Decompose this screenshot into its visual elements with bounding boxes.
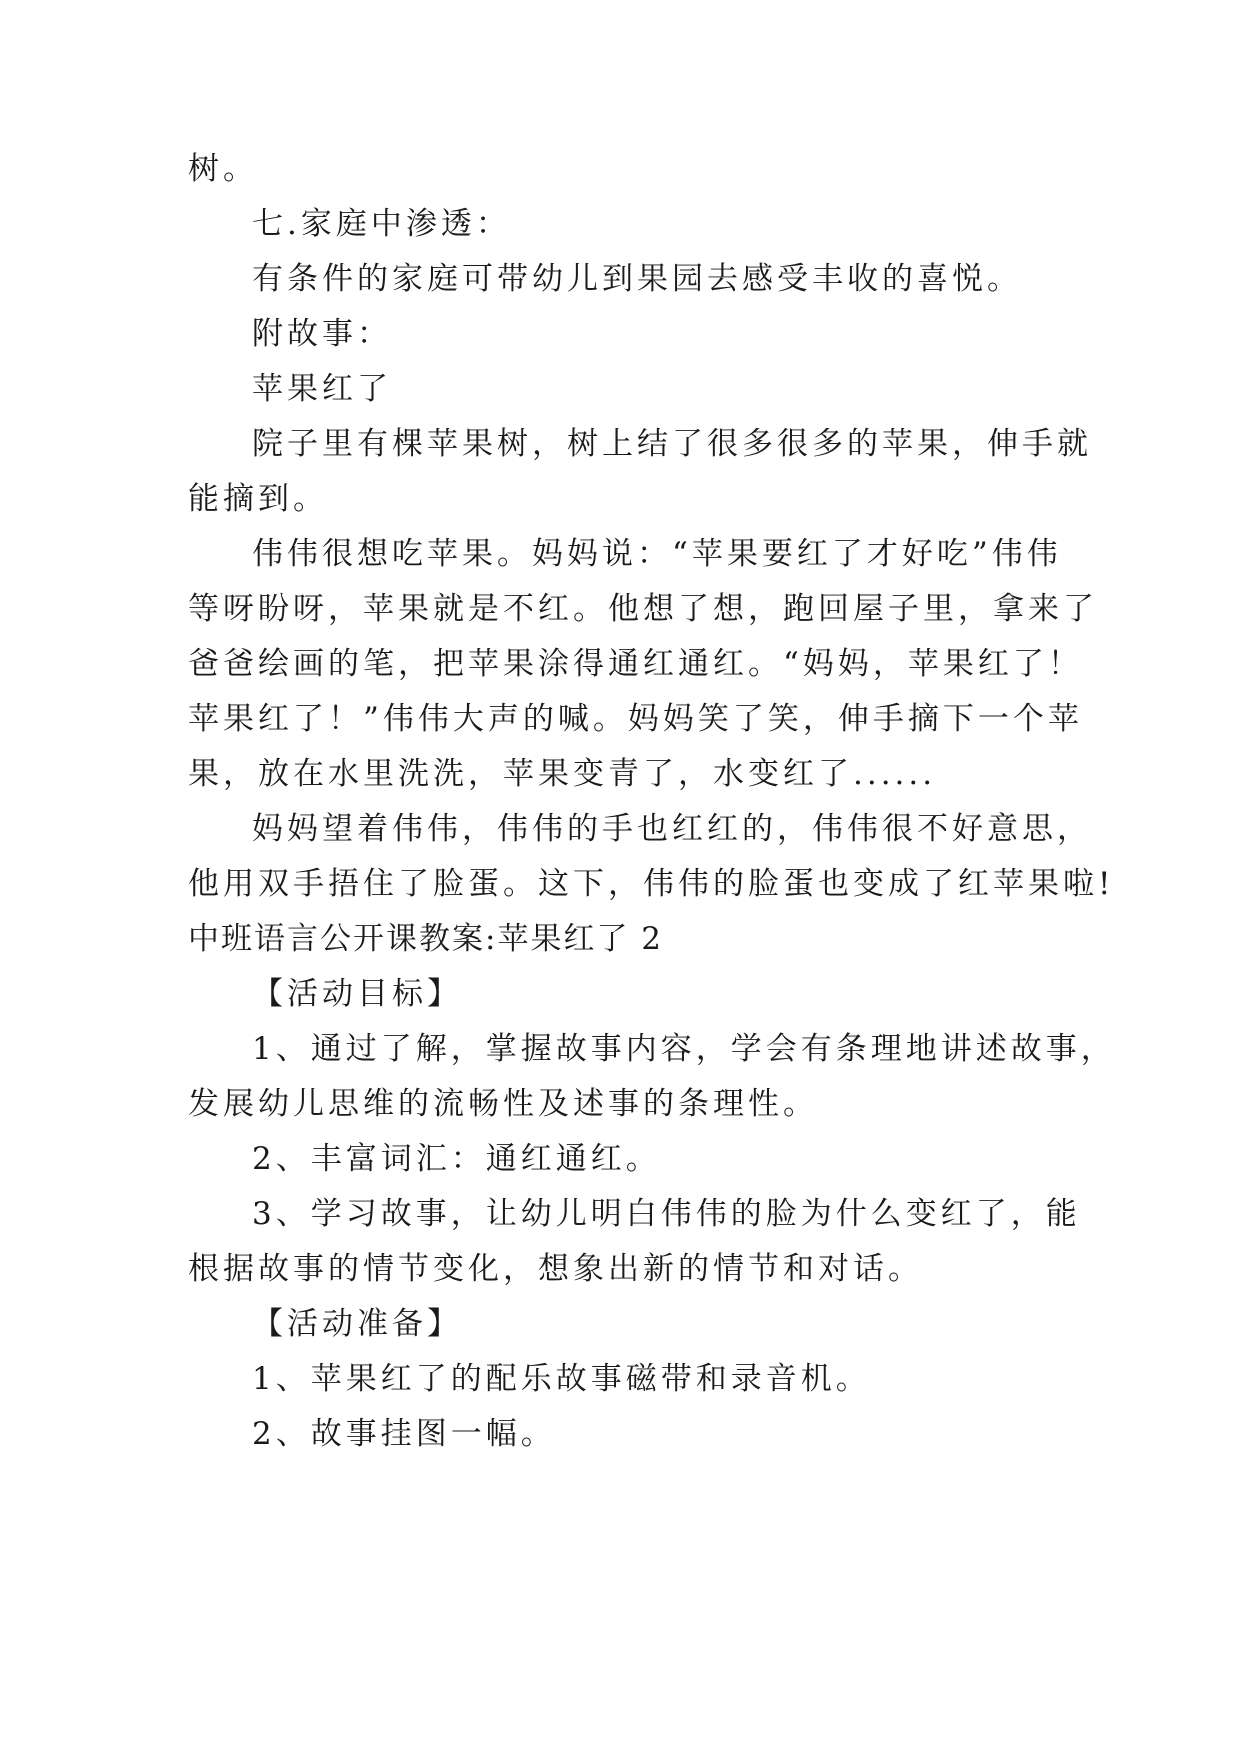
text-line: 等呀盼呀，苹果就是不红。他想了想，跑回屋子里，拿来了 <box>188 591 1098 627</box>
text-line: 他用双手捂住了脸蛋。这下，伟伟的脸蛋也变成了红苹果啦! <box>188 866 1115 902</box>
list-item: 3、学习故事，让幼儿明白伟伟的脸为什么变红了，能 <box>252 1196 1081 1232</box>
text-line: 有条件的家庭可带幼儿到果园去感受丰收的喜悦。 <box>252 261 1022 297</box>
text-line: 院子里有棵苹果树，树上结了很多很多的苹果，伸手就 <box>252 426 1092 462</box>
list-item: 1、苹果红了的配乐故事磁带和录音机。 <box>252 1361 871 1397</box>
text-line: 伟伟很想吃苹果。妈妈说：“苹果要红了才好吃”伟伟 <box>252 536 1062 572</box>
section-heading: 【活动准备】 <box>252 1306 462 1342</box>
section-heading: 七.家庭中渗透： <box>252 206 511 242</box>
text-line: 苹果红了！”伟伟大声的喊。妈妈笑了笑，伸手摘下一个苹 <box>188 701 1083 737</box>
list-item: 2、丰富词汇：通红通红。 <box>252 1141 661 1177</box>
text-line: 能摘到。 <box>188 481 328 517</box>
list-item: 2、故事挂图一幅。 <box>252 1416 556 1452</box>
list-item: 1、通过了解，掌握故事内容，学会有条理地讲述故事， <box>252 1031 1116 1067</box>
text-line: 果，放在水里洗洗，苹果变青了，水变红了...... <box>188 756 937 792</box>
text-line: 发展幼儿思维的流畅性及述事的条理性。 <box>188 1086 818 1122</box>
story-title: 苹果红了 <box>252 371 392 407</box>
text-line: 树。 <box>188 151 258 187</box>
lesson-title: 中班语言公开课教案:苹果红了 2 <box>188 921 664 957</box>
text-line: 根据故事的情节变化，想象出新的情节和对话。 <box>188 1251 923 1287</box>
text-line: 爸爸绘画的笔，把苹果涂得通红通红。“妈妈，苹果红了！ <box>188 646 1083 682</box>
text-line: 妈妈望着伟伟，伟伟的手也红红的，伟伟很不好意思， <box>252 811 1092 847</box>
section-heading: 【活动目标】 <box>252 976 462 1012</box>
text-line: 附故事： <box>252 316 392 352</box>
